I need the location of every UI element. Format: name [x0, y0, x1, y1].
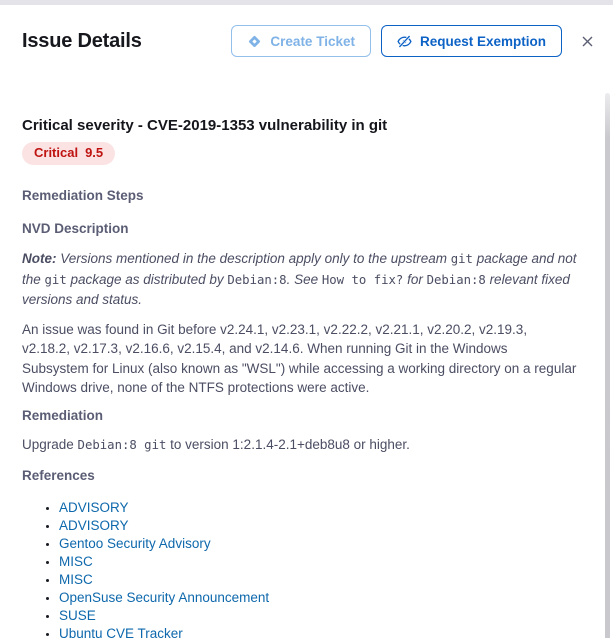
page-title: Issue Details: [22, 30, 142, 52]
reference-item: [59, 535, 578, 553]
issue-title: Critical severity - CVE-2019-1353 vulnerability in git: [22, 117, 388, 134]
text-segment-normal: Upgrade: [22, 436, 78, 452]
severity-badge: [22, 142, 115, 165]
reference-item: [59, 625, 578, 643]
reference-item: [59, 571, 578, 589]
text-segment-code: How to fix?: [321, 272, 404, 287]
section-remediation-steps: Remediation Steps: [22, 188, 144, 203]
reference-link[interactable]: SUSE: [59, 608, 96, 623]
text-segment-italic: for: [403, 271, 427, 287]
eye-slash-icon: [397, 34, 412, 49]
text-segment-italic: package and not the: [22, 251, 577, 287]
reference-item: [59, 553, 578, 571]
reference-link[interactable]: MISC: [59, 572, 93, 587]
jira-diamond-icon: [247, 34, 262, 49]
text-segment-code: Debian:8 git: [77, 437, 167, 452]
section-references: References: [22, 468, 95, 483]
reference-item: [59, 499, 578, 517]
text-segment-normal: to version 1:2.1.4-2.1+deb8u8 or higher.: [166, 436, 410, 452]
create-ticket-label: Create Ticket: [270, 33, 355, 49]
request-exemption-label: Request Exemption: [419, 33, 546, 49]
close-icon: [580, 34, 595, 49]
issue-details-content: [0, 115, 600, 643]
reference-link[interactable]: ADVISORY: [59, 518, 129, 533]
severity-score: 9.5: [85, 145, 104, 160]
text-segment-code: Debian:8: [227, 272, 287, 287]
section-nvd-description: NVD Description: [22, 221, 129, 236]
nvd-description-text: An issue was found in Git before v2.24.1, v2.23.1, v2.22.2, v2.21.1, v2.20.2, v2.19.3, v2.18.2, v2.17.3, v2.16.6, v2.15.4, and v2.14.6. When running Git in the Windows Subsystem for Linux (also known as "WSL") while accessing a working directory on a regular Windows drive, none of the NTFS protections were active.: [22, 321, 577, 395]
text-segment-italic: Versions mentioned in the description apply only to the upstream: [56, 251, 451, 266]
reference-link[interactable]: OpenSuse Security Announcement: [59, 590, 270, 605]
reference-link[interactable]: Ubuntu CVE Tracker: [59, 626, 183, 641]
reference-item: [59, 589, 578, 607]
text-segment-code: Debian:8: [426, 272, 486, 287]
header-actions: [231, 25, 599, 57]
close-button[interactable]: [576, 30, 599, 53]
text-segment-italic: . See: [286, 271, 322, 287]
text-segment-code: git: [450, 252, 473, 266]
request-exemption-button[interactable]: [381, 25, 562, 57]
remediation-text: [22, 435, 578, 456]
section-remediation: Remediation: [22, 407, 104, 423]
scrollbar-track[interactable]: [605, 93, 611, 638]
reference-link[interactable]: Gentoo Security Advisory: [59, 536, 211, 551]
text-segment-bold: Note:: [22, 251, 57, 266]
panel-header: [0, 5, 613, 57]
reference-link[interactable]: MISC: [59, 554, 93, 569]
scrollbar-thumb[interactable]: [605, 93, 610, 638]
reference-item: [59, 517, 578, 535]
reference-item: [59, 607, 578, 625]
text-segment-italic: package as distributed by: [66, 271, 228, 287]
create-ticket-button[interactable]: [231, 25, 371, 57]
text-segment-code: git: [44, 272, 67, 287]
references-list: [22, 499, 578, 643]
nvd-note: [22, 249, 578, 310]
severity-label: Critical: [34, 145, 79, 160]
text-segment-italic: relevant fixed versions and status.: [22, 271, 570, 307]
reference-link[interactable]: ADVISORY: [59, 500, 129, 515]
